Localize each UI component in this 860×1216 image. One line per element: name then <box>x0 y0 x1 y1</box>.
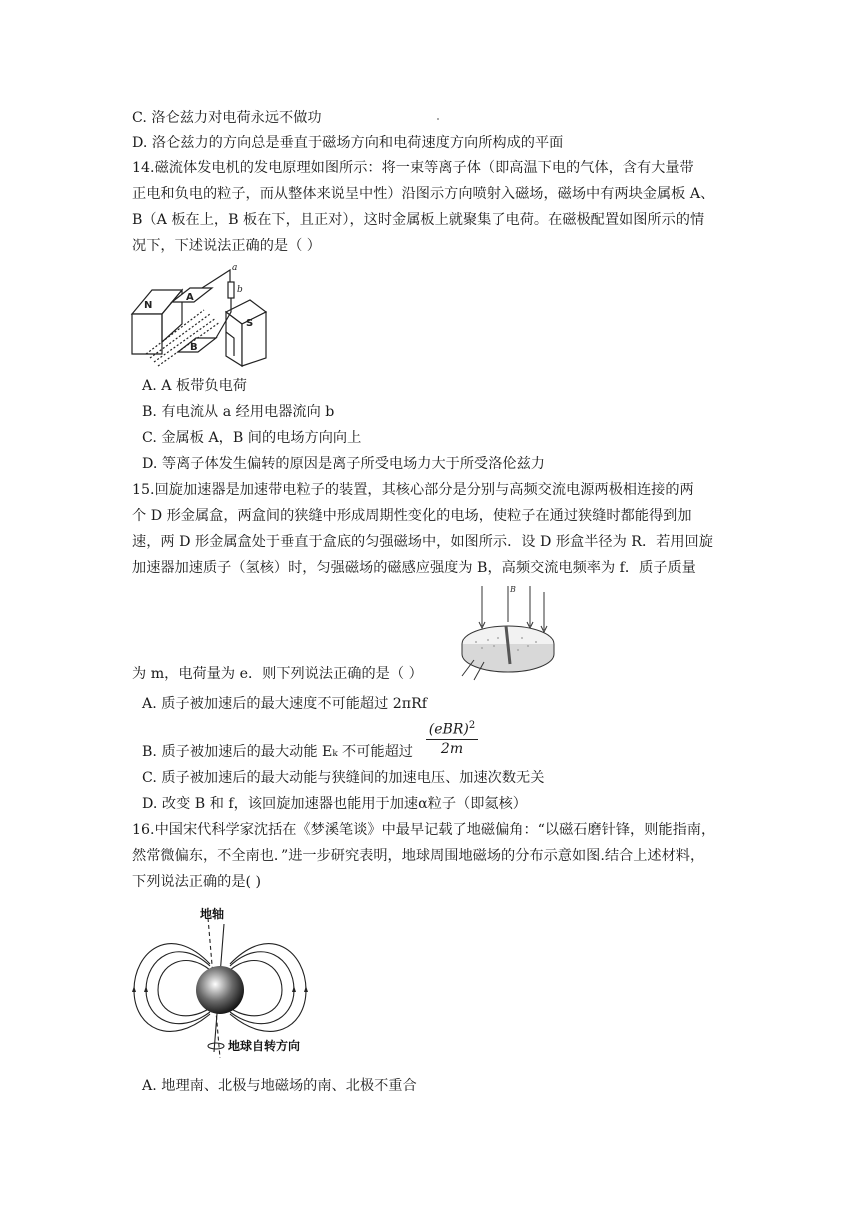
q15-option-b: B. 质子被加速后的最大动能 Eₖ 不可能超过 <box>142 744 413 760</box>
terminal-b-label: b <box>237 285 243 295</box>
q15-option-d: D. 改变 B 和 f，该回旋加速器也能用于加速α粒子（即氦核） <box>142 796 527 812</box>
q16-stem-1: 16.中国宋代科学家沈括在《梦溪笔谈》中最早记载了地磁偏角：“以磁石磨针锋，则能指南， <box>132 822 716 838</box>
q14-option-d: D. 等离子体发生偏转的原因是离子所受电场力大于所受洛伦兹力 <box>142 456 545 472</box>
earth-magnetic-field-figure <box>130 902 310 1060</box>
q16-stem-3: 下列说法正确的是( ) <box>132 874 262 890</box>
q14-option-a: A. A 板带负电荷 <box>142 378 247 394</box>
q15-option-c: C. 质子被加速后的最大动能与狭缝间的加速电压、加速次数无关 <box>142 770 545 786</box>
q14-stem-2: 正电和负电的粒子，而从整体来说呈中性）沿图示方向喷射入磁场，磁场中有两块金属板 A、 <box>132 186 715 202</box>
rotation-direction-label: 地球自转方向 <box>228 1039 301 1053</box>
q13-option-c: C. 洛仑兹力对电荷永远不做功 <box>132 110 322 126</box>
q16-option-a: A. 地理南、北极与地磁场的南、北极不重合 <box>142 1078 417 1094</box>
q14-stem-3: B（A 板在上，B 板在下，且正对），这时金属板上就聚集了电荷。在磁极配置如图所示的情 <box>132 212 705 228</box>
q14-option-b: B. 有电流从 a 经用电器流向 b <box>142 404 335 420</box>
q14-stem-4: 况下，下述说法正确的是（ ） <box>132 238 321 254</box>
q15-stem-5: 为 m，电荷量为 e．则下列说法正确的是（ ） <box>132 666 423 682</box>
stray-dot <box>437 118 439 120</box>
q15-option-a: A. 质子被加速后的最大速度不可能超过 2πRf <box>142 696 428 712</box>
earth-axis-label: 地轴 <box>200 907 225 921</box>
s-pole-label: S <box>246 318 254 329</box>
mhd-generator-figure <box>130 262 272 370</box>
formula-numerator: (eBR) <box>428 721 469 738</box>
q15-stem-2: 个 D 形金属盒，两盒间的狭缝中形成周期性变化的电场，使粒子在通过狭缝时都能得到加 <box>132 508 692 524</box>
earth-globe <box>196 966 244 1014</box>
q15-stem-4: 加速器加速质子（氢核）时，匀强磁场的磁感应强度为 B，高频交流电频率为 f．质子质量 <box>132 560 696 576</box>
q15-stem-1: 15.回旋加速器是加速带电粒子的装置，其核心部分是分别与高频交流电源两极相连接的两 <box>132 482 694 498</box>
q14-option-c: C. 金属板 A，B 间的电场方向向上 <box>142 430 362 446</box>
b-field-label: B <box>510 585 516 594</box>
q16-stem-2: 然常微偏东，不全南也．”进一步研究表明，地球周围地磁场的分布示意如图.结合上述材料， <box>132 848 705 864</box>
cyclotron-figure <box>452 582 564 682</box>
formula-denominator: 2m <box>440 740 464 757</box>
terminal-a-label: a <box>232 263 238 273</box>
formula-exponent: 2 <box>468 720 476 731</box>
q14-stem-1: 14.磁流体发电机的发电原理如图所示：将一束等离子体（即高温下电的气体，含有大量带 <box>132 160 694 176</box>
q15-stem-3: 速，两 D 形金属盒处于垂直于盒底的匀强磁场中，如图所示．设 D 形盒半径为 R．若用回旋 <box>132 534 713 550</box>
plate-b-label: B <box>190 342 198 353</box>
max-kinetic-energy-formula <box>426 718 478 757</box>
q13-option-d: D. 洛仑兹力的方向总是垂直于磁场方向和电荷速度方向所构成的平面 <box>132 135 564 151</box>
n-pole-label: N <box>144 300 153 311</box>
plate-a-label: A <box>186 292 194 303</box>
